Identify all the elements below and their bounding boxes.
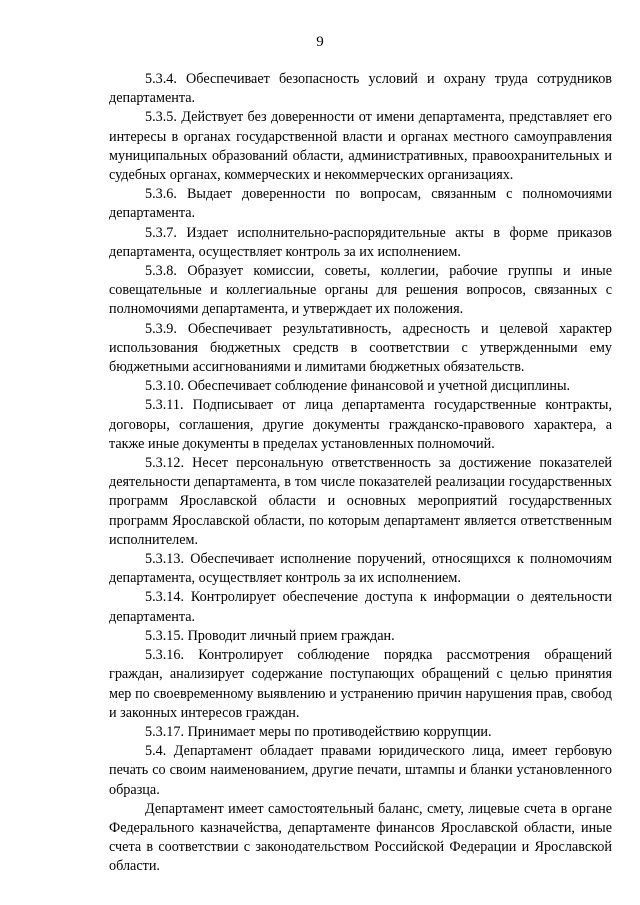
paragraph: 5.3.4. Обеспечивает безопасность условий и охрану труда сотрудников департамента. bbox=[109, 71, 612, 107]
paragraph: 5.3.7. Издает исполнительно-распорядительные акты в форме приказов департамента, осуществляет контроль за их исполнением. bbox=[109, 224, 612, 260]
document-body bbox=[109, 70, 612, 877]
paragraph: 5.3.12. Несет персональную ответственность за достижение показателей деятельности департамента, в том числе показателей реализации государственных программ Ярославской области и основных мероприятий государственных программ Ярославской области, по которым департамент является ответственным исполнителем. bbox=[109, 455, 612, 548]
paragraph: 5.3.16. Контролирует соблюдение порядка рассмотрения обращений граждан, анализирует содержание поступающих обращений с целью принятия мер по своевременному выявлению и устранению причин нарушения прав, свобод и законных интересов граждан. bbox=[109, 647, 612, 721]
paragraph: 5.3.8. Образует комиссии, советы, коллегии, рабочие группы и иные совещательные и коллегиальные органы для решения вопросов, связанных с полномочиями департамента, и утверждает их положения. bbox=[109, 263, 612, 318]
paragraph: 5.3.17. Принимает меры по противодействию коррупции. bbox=[145, 723, 492, 740]
paragraph: 5.3.6. Выдает доверенности по вопросам, связанным с полномочиями департамента. bbox=[109, 186, 612, 222]
paragraph: Департамент имеет самостоятельный баланс, смету, лицевые счета в органе Федерального казначейства, департаменте финансов Ярославской области, иные счета в соответствии с законодательством Российской Федерации и Ярославской области. bbox=[109, 800, 612, 875]
paragraph: 5.3.15. Проводит личный прием граждан. bbox=[145, 627, 395, 644]
paragraph: 5.3.9. Обеспечивает результативность, адресность и целевой характер использования бюджетных средств в соответствии с утвержденными ему бюджетными ассигнованиями и лимитами бюджетных обязательств. bbox=[109, 320, 612, 376]
paragraph: 5.3.11. Подписывает от лица департамента государственные контракты, договоры, соглашения, другие документы гражданско-правового характера, а также иные документы в пределах установленных полномочий. bbox=[109, 397, 612, 452]
paragraph: 5.3.13. Обеспечивает исполнение поручений, относящихся к полномочиям департамента, осуществляет контроль за их исполнением. bbox=[109, 551, 612, 587]
paragraph: 5.3.5. Действует без доверенности от имени департамента, представляет его интересы в органах государственной власти и органах местного самоуправления муниципальных образований области, административных, правоохранительных и судебных органах, коммерческих и некоммерческих организациях. bbox=[109, 109, 612, 184]
paragraph: 5.3.14. Контролирует обеспечение доступа к информации о деятельности департамента. bbox=[109, 589, 612, 625]
page-number: 9 bbox=[316, 34, 324, 50]
paragraph: 5.4. Департамент обладает правами юридического лица, имеет гербовую печать со своим наименованием, другие печати, штампы и бланки установленного образца. bbox=[109, 743, 612, 798]
paragraph: 5.3.10. Обеспечивает соблюдение финансовой и учетной дисциплины. bbox=[145, 378, 571, 395]
